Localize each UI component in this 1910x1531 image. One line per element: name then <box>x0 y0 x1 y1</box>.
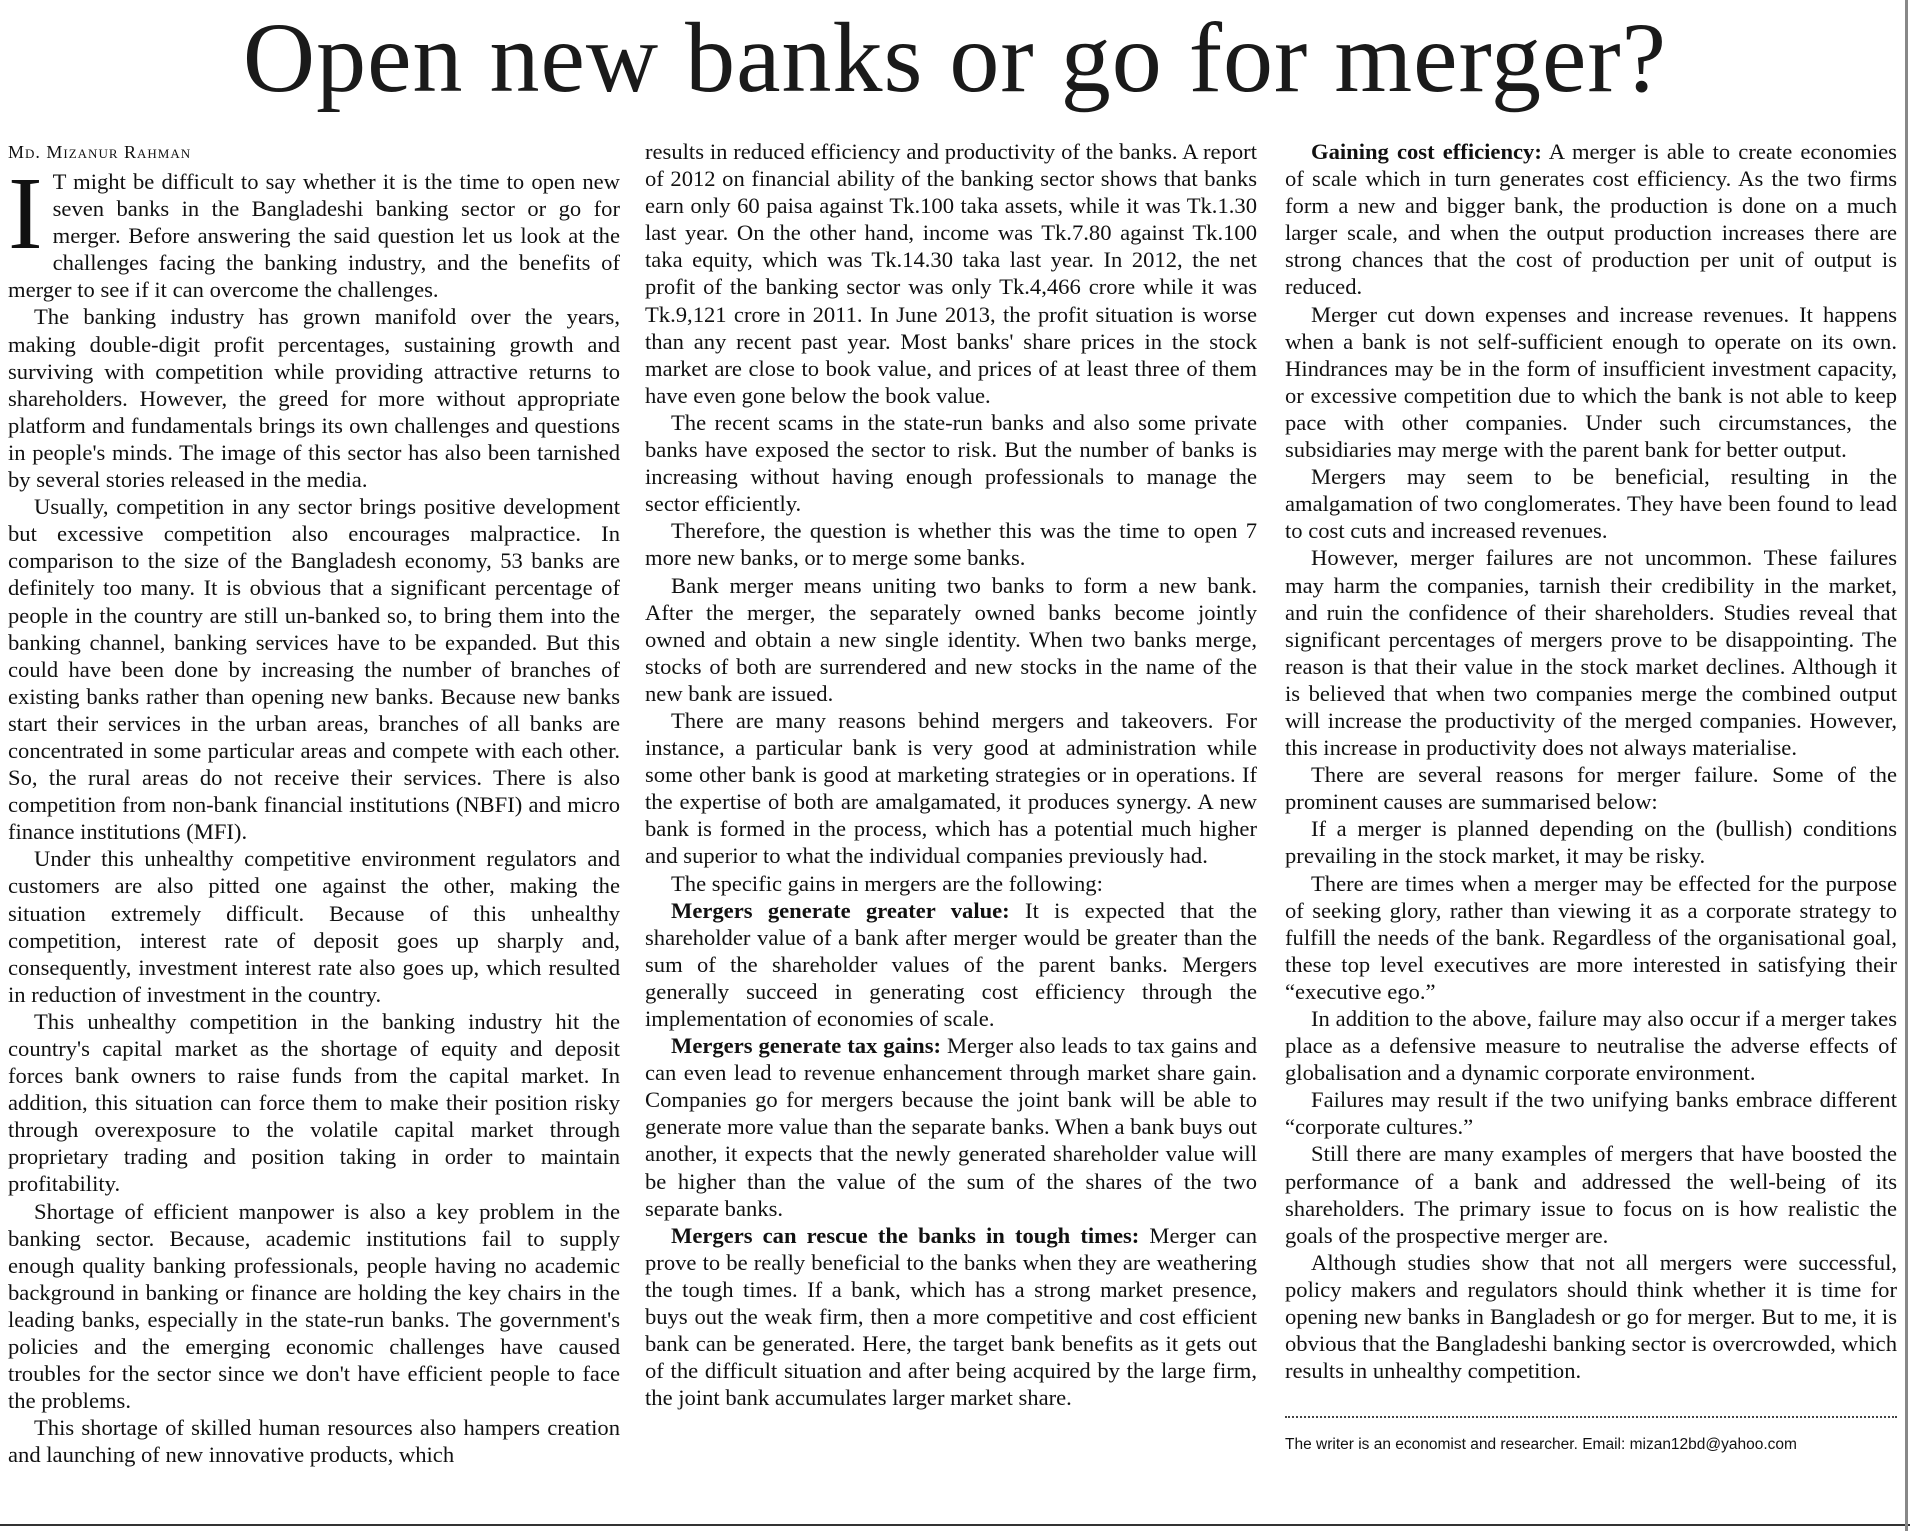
paragraph-text: It is expected that the shareholder value of a bank after merger would be greater than the sum of the shareholder values of the parent banks. Mergers generally succeed in generating cost efficiency through the implementation of economies of scale. <box>645 897 1257 1031</box>
paragraph-heading: Gaining cost efficiency: <box>1311 139 1542 164</box>
paragraph-text: Merger can prove to be really beneficial to the banks when they are weathering the tough times. If a bank, which has a strong market presence, buys out the weak firm, then a more competitive and cost efficient bank can be generated. Here, the target bank benefits as it gets out of the difficult situation and after being acquired by the large firm, the joint bank accumulates larger market share. <box>645 1222 1257 1411</box>
paragraph <box>1285 138 1897 301</box>
paragraph: If a merger is planned depending on the (bullish) conditions prevailing in the stock market, it may be risky. <box>1285 816 1897 869</box>
paragraph: The recent scams in the state-run banks and also some private banks have exposed the sector to risk. But the number of banks is increasing without having enough professionals to manage the sector efficiently. <box>645 409 1257 517</box>
paragraph <box>645 1032 1257 1222</box>
paragraph: Merger cut down expenses and increase revenues. It happens when a bank is not self-sufficient enough to operate on its own. Hindrances may be in the form of insufficient investment capacity, or excessive competition due to which the bank is not able to keep pace with other companies. Under such circumstances, the subsidiaries may merge with the parent bank for better output. <box>1285 301 1897 463</box>
paragraph: This unhealthy competition in the banking industry hit the country's capital market as the shortage of equity and deposit forces bank owners to raise funds from the capital market. In addition, this situation can force them to make their position risky through overexposure to the volatile capital market through proprietary trading and position taking in order to maintain profitability. <box>8 1008 620 1197</box>
paragraph: Still there are many examples of mergers that have boosted the performance of a bank and addressed the well-being of its shareholders. The primary issue to focus on is how realistic the goals of the prospective merger are. <box>1285 1141 1897 1248</box>
paragraph: Usually, competition in any sector brings positive development but excessive competition also encourages malpractice. In comparison to the size of the Bangladesh economy, 53 banks are definitely too many. It is obvious that a significant percentage of people in the country are still un-banked so, to bring them into the banking channel, banking services have to be expanded. But this could have been done by increasing the number of branches of existing banks rather than opening new banks. Because new banks start their services in the urban areas, branches of all banks are concentrated in some particular areas and compete with each other. So, the rural areas do not receive their services. There is also competition from non-bank financial institutions (NBFI) and micro finance institutions (MFI). <box>8 494 620 845</box>
article-column-1 <box>8 138 620 1510</box>
paragraph: Therefore, the question is whether this was the time to open 7 more new banks, or to merge some banks. <box>645 518 1257 571</box>
paragraph: Although studies show that not all mergers were successful, policy makers and regulators should think whether it is time for opening new banks in Bangladesh or go for merger. But to me, it is obvious that the Bangladeshi banking sector is overcrowded, which results in unhealthy competition. <box>1285 1249 1897 1384</box>
paragraph: The specific gains in mergers are the following: <box>671 870 1103 896</box>
paragraph: There are several reasons for merger failure. Some of the prominent causes are summarised below: <box>1285 762 1897 815</box>
drop-cap: I <box>8 156 43 271</box>
article-column-2 <box>645 138 1257 1510</box>
paragraph-heading: Mergers generate greater value: <box>671 897 1010 923</box>
bottom-rule <box>0 1524 1910 1526</box>
paragraph: Shortage of efficient manpower is also a key problem in the banking sector. Because, academic institutions fail to supply enough quality banking professionals, people having no academic background in banking or finance are holding the key chairs in the leading banks, especially in the state-run banks. The government's policies and the emerging economic challenges have caused troubles for the sector since we don't have efficient people to face the problems. <box>8 1198 620 1414</box>
paragraph-heading: Mergers can rescue the banks in tough times: <box>671 1222 1140 1248</box>
author-credit: The writer is an economist and researcher. Email: mizan12bd@yahoo.com <box>1285 1436 1797 1454</box>
paragraph <box>645 897 1257 1032</box>
paragraph-text: Merger also leads to tax gains and can even lead to revenue enhancement through market share gain. Companies go for mergers because the joint bank will be able to generate more value than the separate banks. When a bank buys out another, it expects that the newly generated shareholder value will be higher than the value of the sum of the shares of the two separate banks. <box>645 1033 1257 1221</box>
byline: Md. Mizanur Rahman <box>8 142 192 162</box>
paragraph: The banking industry has grown manifold over the years, making double-digit profit percentages, sustaining growth and surviving with competition while providing attractive returns to shareholders. However, the greed for more without appropriate platform and fundamentals brings its own challenges and questions in people's minds. The image of this sector has also been tarnished by several stories released in the media. <box>8 304 620 493</box>
paragraph: There are many reasons behind mergers and takeovers. For instance, a particular bank is very good at administration while some other bank is good at marketing strategies or in operations. If the expertise of both are amalgamated, it produces synergy. A new bank is formed in the process, which has a potential much higher and superior to what the individual companies previously had. <box>645 707 1257 869</box>
article-column-3 <box>1285 138 1897 1510</box>
paragraph-heading: Mergers generate tax gains: <box>671 1033 942 1059</box>
paragraph: Under this unhealthy competitive environment regulators and customers are also pitted one against the other, making the situation extremely difficult. Because of this unhealthy competition, interest rate of deposit goes up sharply and, consequently, investment interest rate also goes up, which resulted in reduction of investment in the country. <box>8 846 620 1007</box>
dotted-divider <box>1285 1416 1897 1418</box>
paragraph: Mergers may seem to be beneficial, resulting in the amalgamation of two conglomerates. They have been found to lead to cost cuts and increased revenues. <box>1285 464 1897 544</box>
paragraph: However, merger failures are not uncommon. These failures may harm the companies, tarnish their credibility in the market, and ruin the confidence of their shareholders. Studies reveal that significant percentages of mergers prove to be disappointing. The reason is that their value in the stock market declines. Although it is believed that when two companies merge the combined output will increase the productivity of the merged companies. However, this increase in productivity does not always materialise. <box>1285 545 1897 761</box>
paragraph <box>645 1222 1257 1412</box>
page-edge <box>1905 0 1908 1531</box>
paragraph: In addition to the above, failure may also occur if a merger takes place as a defensive measure to neutralise the adverse effects of globalisation and a dynamic corporate environment. <box>1285 1006 1897 1086</box>
paragraph-text: A merger is able to create economies of scale which in turn generates cost efficiency. As the two firms form a new and bigger bank, the production is done on a much larger scale, and when the output production increases there are strong chances that the cost of production per unit of output is reduced. <box>1285 139 1897 300</box>
paragraph: There are times when a merger may be effected for the purpose of seeking glory, rather than viewing it as a corporate strategy to fulfill the needs of the bank. Regardless of the organisational goal, these top level executives are more interested in satisfying their “executive ego.” <box>1285 870 1897 1004</box>
paragraph: Bank merger means uniting two banks to form a new bank. After the merger, the separately owned banks become jointly owned and obtain a new single identity. When two banks merge, stocks of both are surrendered and new stocks in the name of the new bank are issued. <box>645 572 1257 706</box>
paragraph: This shortage of skilled human resources also hampers creation and launching of new innovative products, which <box>8 1415 620 1468</box>
lead-paragraph-text: T might be difficult to say whether it is the time to open new seven banks in the Bangladeshi banking sector or go for merger. Before answering the said question let us look at the challenges facing the banking industry, and the benefits of merger to see if it can overcome the challenges. <box>8 169 620 303</box>
headline: Open new banks or go for merger? <box>242 2 1668 113</box>
paragraph: results in reduced efficiency and productivity of the banks. A report of 2012 on financial ability of the banking sector shows that banks earn only 60 paisa against Tk.100 taka assets, while it was Tk.1.30 last year. On the other hand, income was Tk.7.80 against Tk.100 taka equity, which was Tk.14.30 taka last year. In 2012, the net profit of the banking sector was only Tk.4,466 crore while it was Tk.9,121 crore in 2011. In June 2013, the profit situation is worse than any recent past year. Most banks' share prices in the stock market are close to book value, and prices of at least three of them have even gone below the book value. <box>645 139 1257 408</box>
lead-paragraph <box>8 156 620 303</box>
paragraph: Failures may result if the two unifying banks embrace different “corporate cultures.” <box>1285 1087 1897 1140</box>
